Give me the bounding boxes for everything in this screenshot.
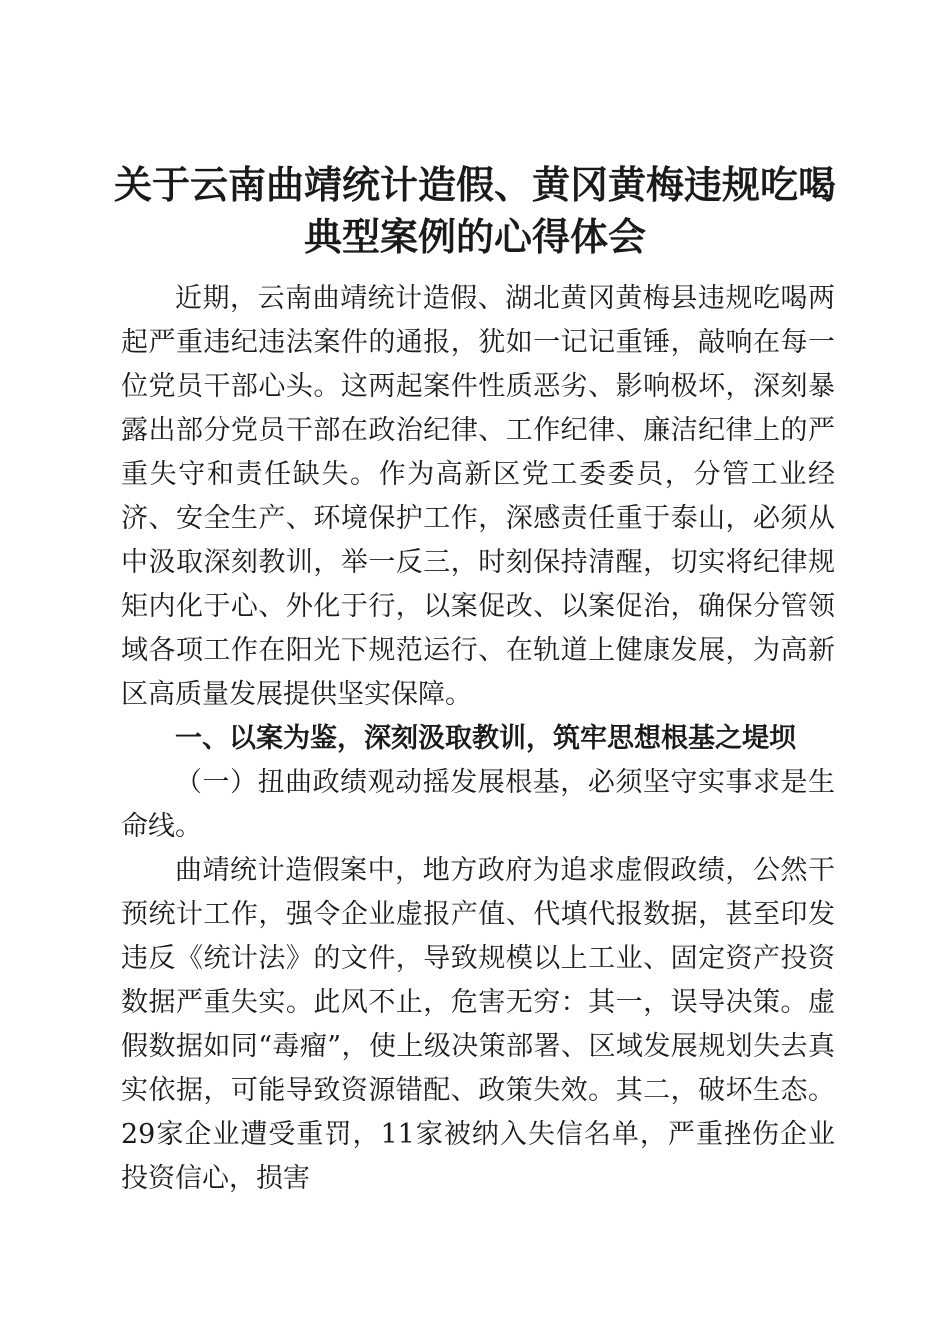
document-body (121, 277, 835, 1201)
intro-paragraph: 近期，云南曲靖统计造假、湖北黄冈黄梅县违规吃喝两起严重违纪违法案件的通报，犹如一记记重锤，敲响在每一位党员干部心头。这两起案件性质恶劣、影响极坏，深刻暴露出部分党员干部在政治纪律、工作纪律、廉洁纪律上的严重失守和责任缺失。作为高新区党工委委员，分管工业经济、安全生产、环境保护工作，深感责任重于泰山，必须从中汲取深刻教训，举一反三，时刻保持清醒，切实将纪律规矩内化于心、外化于行，以案促改、以案促治，确保分管领域各项工作在阳光下规范运行、在轨道上健康发展，为高新区高质量发展提供坚实保障。 (121, 283, 835, 710)
subsection-heading: （一）扭曲政绩观动摇发展根基，必须坚守实事求是生命线。 (121, 767, 835, 842)
document-title: 关于云南曲靖统计造假、黄冈黄梅违规吃喝典型案例的心得体会 (113, 162, 836, 260)
body-paragraph: 曲靖统计造假案中，地方政府为追求虚假政绩，公然干预统计工作，强令企业虚报产值、代填代报数据，甚至印发违反《统计法》的文件，导致规模以上工业、固定资产投资数据严重失实。此风不止，危害无穷：其一，误导决策。虚假数据如同“毒瘤”，使上级决策部署、区域发展规划失去真实依据，可能导致资源错配、政策失效。其二，破坏生态。29家企业遭受重罚，11家被纳入失信名单，严重挫伤企业投资信心，损害 (121, 855, 835, 1194)
section-heading: 一、以案为鉴，深刻汲取教训，筑牢思想根基之堤坝 (175, 723, 796, 754)
